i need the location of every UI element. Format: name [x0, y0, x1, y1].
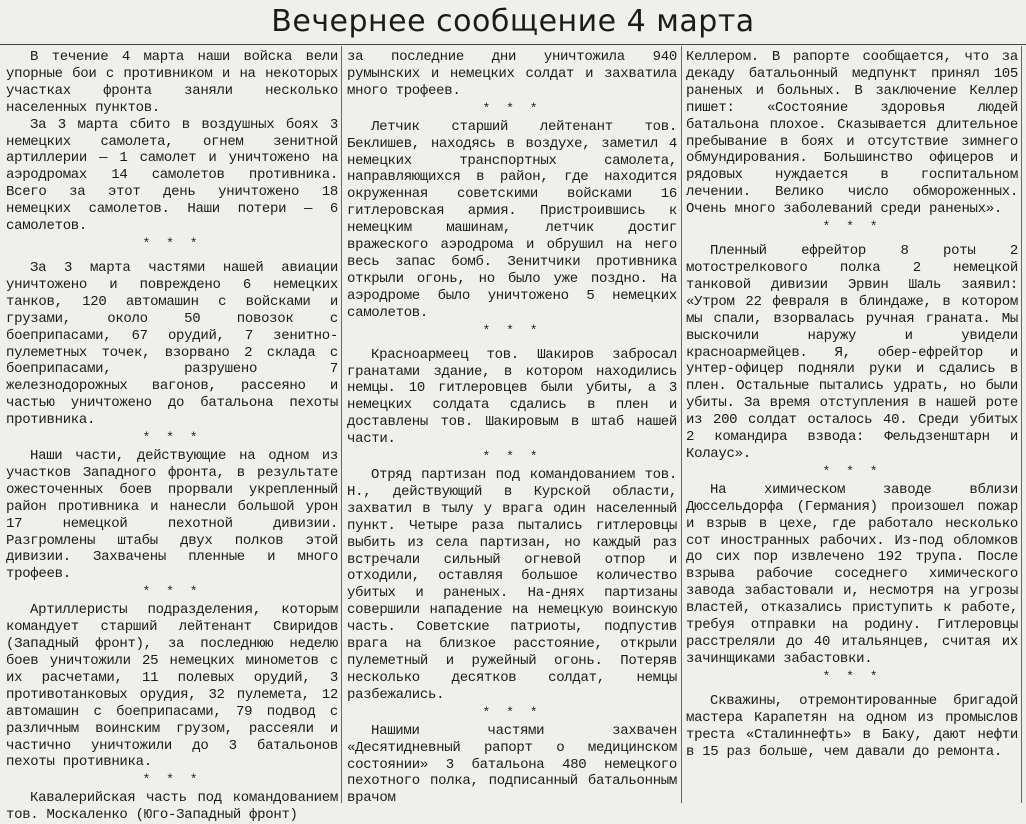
paragraph: Скважины, отремонтированные бригадой мастера Карапетян на одном из промыслов треста «Сталиннефть» в Баку, дают нефти в 15 раз больше, чем давали до ремонта. [686, 692, 1018, 760]
section-separator: * * * [142, 584, 202, 600]
paragraph: Нашими частями захвачен «Десятидневный рапорт о медицинском состоянии» 3 батальона 480 немецкого пехотного полка, подписанный батальонным врачом [347, 722, 677, 807]
headline-rule [0, 44, 1026, 45]
paragraph: Пленный ефрейтор 8 роты 2 мотострелкового полка 2 немецкой танковой дивизии Эрвин Шаль заявил: «Утром 22 февраля в блиндаже, в котором мы спали, взорвалась ручная граната. Мы выскочили наружу и увидели красноармейцев. Я, обер-ефрейтор и унтер-офицер подняли руки и сдались в плен. Остальные пытались удрать, но были убиты. За время отступления в нашей роте из 200 солдат осталось 40. Среди убитых 2 командира взвода: Фельдзенштарн и Колаус». [686, 243, 1018, 462]
section-separator: * * * [822, 219, 882, 235]
section-separator: * * * [822, 668, 882, 684]
paragraph: Кавалерийская часть под командованием тов. Москаленко (Юго-Западный фронт) [6, 790, 338, 824]
paragraph: Наши части, действующие на одном из участков Западного фронта, в результате ожесточенных боев прорвали укрепленный район противника и нанесли большой урон 17 немецкой пехотной дивизии. Разгромлены штабы двух полков этой дивизии. Захвачены пленные и много трофеев. [6, 448, 338, 583]
section-separator: * * * [142, 430, 202, 446]
paragraph: За 3 марта сбито в воздушных боях 3 немецких самолета, огнем зенитной артиллерии — 1 самолет и уничтожено на аэродромах 14 самолетов противника. Всего за этот день уничтожено 18 немецких самолетов. Наши потери — 6 самолетов. [6, 116, 338, 235]
section-separator: * * * [482, 322, 542, 338]
paragraph: На химическом заводе вблизи Дюссельдорфа (Германия) произошел пожар и взрыв в цехе, где работало несколько сот иностранных рабочих. Из-под обломков до сих пор извлечено 192 трупа. После взрыва рабочие соседнего химического завода забастовали и, несмотря на угрозы властей, отказались приступить к работе, требуя отправки на родину. Гитлеровцы расстреляли до 40 итальянцев, считая их зачинщиками забастовки. [686, 481, 1018, 667]
page-headline: Вечернее сообщение 4 марта [271, 4, 755, 39]
column-divider-3 [1021, 46, 1022, 803]
paragraph: Отряд партизан под командованием тов. Н., действующий в Курской области, захватил в тылу у врага один населенный пункт. Четыре раза пытались гитлеровцы выбить из села партизан, но каждый раз встречали сильный огневой отпор и отходили, оставляя большое количество убитых и раненых. На-днях партизаны совершили нападение на немецкую воинскую часть. Советские патриоты, подпустив врага на близкое расстояние, открыли пулеметный и ружейный огонь. Потеряв несколько десятков солдат, немцы разбежались. [347, 467, 677, 703]
column-divider-1 [341, 46, 342, 803]
paragraph: Артиллеристы подразделения, которым командует старший лейтенант Свиридов (Западный фронт), за последнюю неделю боев уничтожили 25 немецких минометов с их расчетами, 11 полевых орудий, 3 противотанковых орудия, 32 пулемета, 12 автомашин с боеприпасами, 79 подвод с различным воинским грузом, рассеяли и частично уничтожили до 3 батальонов пехоты противника. [6, 602, 338, 771]
column-1 [6, 49, 338, 824]
section-separator: * * * [142, 772, 202, 788]
paragraph: Летчик старший лейтенант тов. Беклишев, находясь в воздухе, заметил 4 немецких транспортных самолета, направляющихся в район, где находится окруженная советскими войсками 16 гитлеровская армия. Пристроившись к немецким машинам, летчик достиг вражеского аэродрома и обрушил на него весь запас бомб. Зенитчики противника открыли огонь, но было уже поздно. На аэродроме было уничтожено 5 немецких самолетов. [347, 118, 677, 321]
section-separator: * * * [482, 704, 542, 720]
paragraph: В течение 4 марта наши войска вели упорные бои с противником и на некоторых участках фронта заняли несколько населенных пунктов. [6, 49, 338, 116]
column-divider-2 [681, 46, 682, 803]
paragraph: За 3 марта частями нашей авиации уничтожено и повреждено 6 немецких танков, 120 автомашин с войсками и грузами, около 50 повозок с боеприпасами, 67 орудий, 7 зенитно-пулеметных точек, взорвано 2 склада с боеприпасами, разрушено 7 железнодорожных вагонов, рассеяно и частью уничтожено до батальона пехоты противника. [6, 259, 338, 429]
section-separator: * * * [482, 449, 542, 465]
column-3 [686, 49, 1018, 799]
section-separator: * * * [822, 463, 882, 479]
section-separator: * * * [482, 100, 542, 116]
paragraph: за последние дни уничтожила 940 румынских и немецких солдат и захватила много трофеев. [347, 49, 677, 99]
paragraph: Келлером. В рапорте сообщается, что за декаду батальонный медпункт принял 105 раненых и больных. В заключение Келлер пишет: «Состояние здоровья людей батальона плохое. Сказывается длительное пребывание в боях и отсутствие зимнего обмундирования. Большинство офицеров и рядовых нуждается в госпитальном лечении. Велико число обмороженных. Очень много заболеваний среди раненых». [686, 49, 1018, 218]
column-2 [347, 49, 677, 807]
section-separator: * * * [142, 235, 202, 251]
paragraph: Красноармеец тов. Шакиров забросал гранатами здание, в котором находились немцы. 10 гитлеровцев были убиты, а 3 немецких солдата сдались в плен и доставлены тов. Шакировым в штаб нашей части. [347, 346, 677, 448]
